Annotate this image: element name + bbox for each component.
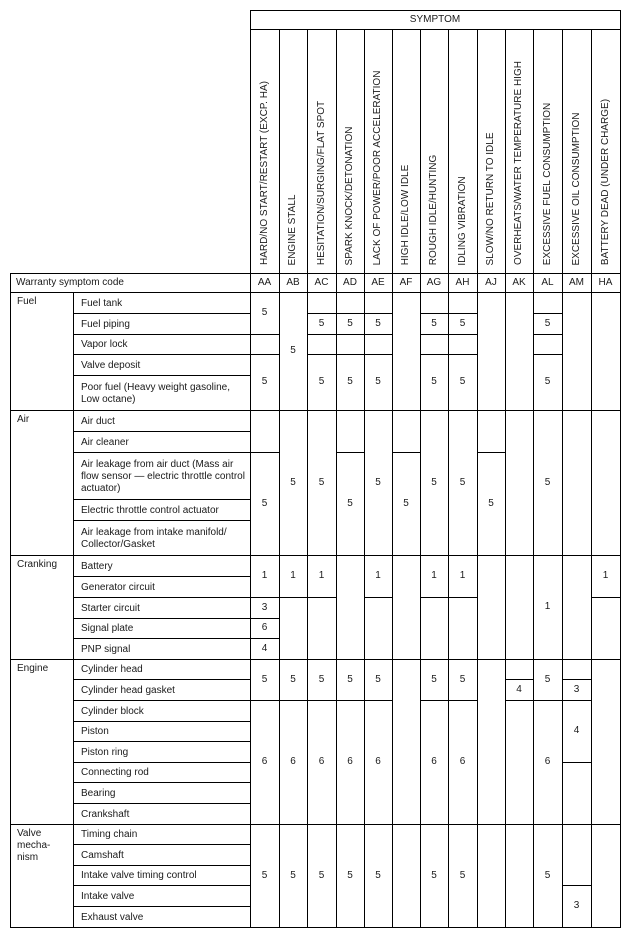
symptom-name: IDLING VIBRATION [456, 175, 468, 266]
priority-value: 5 [261, 498, 268, 509]
component-item: Battery [81, 560, 113, 572]
grid-line [250, 29, 621, 30]
priority-value: 5 [431, 477, 437, 488]
symptom-code: AC [314, 277, 329, 288]
priority-value: 5 [290, 674, 296, 685]
symptom-code: AA [257, 277, 272, 288]
priority-value: 5 [544, 870, 551, 881]
component-item: Starter circuit [81, 602, 140, 614]
grid-line [448, 700, 478, 701]
grid-line [73, 721, 251, 722]
grid-line [364, 597, 393, 598]
grid-line [73, 618, 251, 619]
priority-value: 5 [347, 870, 353, 881]
priority-value: 5 [544, 318, 551, 329]
grid-line [420, 555, 449, 556]
priority-value: 5 [290, 477, 296, 488]
priority-value: 5 [347, 376, 353, 387]
grid-line [73, 638, 251, 639]
grid-line [448, 555, 478, 556]
symptom-code: AK [512, 277, 526, 288]
grid-line [307, 824, 337, 825]
grid-line [73, 576, 251, 577]
grid-line [364, 700, 393, 701]
grid-line [307, 597, 337, 598]
grid-line [73, 520, 251, 521]
component-item: Intake valve timing control [81, 870, 197, 881]
grid-line [307, 410, 337, 411]
grid-line [336, 410, 365, 411]
grid-line [279, 410, 308, 411]
priority-value: 5 [459, 318, 466, 329]
symptom-name: OVERHEATS/WATER TEMPERATURE HIGH [513, 61, 524, 265]
priority-value: 5 [403, 498, 409, 509]
grid-line [73, 431, 251, 432]
priority-value: 5 [347, 498, 353, 509]
grid-line [448, 313, 478, 314]
priority-value: 5 [318, 318, 325, 329]
grid-line [420, 659, 449, 660]
grid-line [73, 597, 251, 598]
grid-line [307, 313, 337, 314]
grid-line [505, 679, 534, 680]
grid-line [250, 597, 280, 598]
grid-line [307, 700, 337, 701]
grid-line [420, 597, 449, 598]
component-item: Generator circuit [81, 581, 155, 593]
grid-line [336, 29, 337, 928]
grid-line [420, 700, 449, 701]
priority-value: 5 [544, 674, 551, 685]
grid-line [279, 292, 308, 293]
grid-line [364, 354, 393, 355]
grid-line [364, 334, 393, 335]
grid-line [10, 273, 621, 274]
grid-line [73, 499, 251, 500]
grid-line [250, 452, 280, 453]
component-item: Connecting rod [81, 767, 149, 778]
grid-line [73, 803, 251, 804]
grid-line [533, 555, 563, 556]
grid-line [10, 292, 621, 293]
grid-line [250, 410, 280, 411]
priority-value: 5 [375, 318, 381, 329]
component-item: Cylinder head [81, 664, 143, 675]
grid-line [562, 762, 592, 763]
priority-value: 6 [375, 756, 381, 767]
priority-value: 1 [290, 570, 296, 581]
symptom-name: SPARK KNOCK/DETONATION [344, 126, 355, 265]
component-item: Cylinder head gasket [81, 684, 175, 696]
priority-value: 6 [347, 756, 353, 767]
priority-value: 3 [573, 684, 580, 695]
grid-line [250, 354, 280, 355]
grid-line [250, 10, 621, 11]
component-item: Timing chain [81, 829, 138, 840]
grid-line [562, 29, 563, 928]
priority-value: 5 [290, 345, 296, 356]
grid-line [73, 313, 251, 314]
priority-value: 1 [602, 570, 609, 581]
grid-line [448, 927, 478, 928]
grid-line [250, 334, 280, 335]
grid-line [505, 700, 534, 701]
priority-value: 5 [347, 318, 353, 329]
component-item: Poor fuel (Heavy weight gasoline, Low octane) [81, 381, 230, 405]
priority-value: 5 [261, 674, 268, 685]
priority-value: 5 [290, 870, 296, 881]
grid-line [420, 334, 449, 335]
priority-value: 5 [261, 307, 268, 318]
symptom-name: ROUGH IDLE/HUNTING [428, 154, 439, 265]
priority-value: 5 [318, 870, 325, 881]
grid-line [336, 824, 365, 825]
priority-value: 5 [488, 498, 494, 509]
grid-line [420, 313, 449, 314]
grid-line [533, 354, 563, 355]
component-item: Air duct [81, 415, 115, 427]
category-name: Engine [17, 663, 49, 674]
component-item: Valve deposit [81, 359, 141, 371]
priority-value: 5 [375, 477, 381, 488]
grid-line [533, 700, 563, 701]
priority-value: 6 [318, 756, 325, 767]
grid-line [420, 410, 449, 411]
grid-line [448, 597, 478, 598]
priority-value: 6 [431, 756, 437, 767]
grid-line [73, 334, 251, 335]
priority-value: 5 [544, 376, 551, 387]
grid-line [392, 555, 421, 556]
priority-value: 5 [318, 477, 325, 488]
grid-line [250, 700, 280, 701]
grid-line [250, 927, 280, 928]
symptom-code: AD [343, 277, 357, 288]
priority-value: 6 [261, 622, 268, 633]
grid-line [73, 292, 74, 928]
symptom-code: AJ [485, 277, 497, 288]
grid-line [73, 700, 251, 701]
grid-line [307, 555, 337, 556]
symptom-code: AM [569, 277, 584, 288]
symptom-name: LACK OF POWER/POOR ACCELERATION [372, 70, 383, 265]
grid-line [477, 452, 506, 453]
grid-line [448, 334, 478, 335]
component-item: Intake valve [81, 890, 135, 902]
grid-line [620, 10, 621, 928]
grid-line [250, 618, 280, 619]
priority-value: 5 [375, 674, 381, 685]
grid-line [477, 29, 478, 928]
grid-line [279, 597, 308, 598]
grid-line [533, 410, 563, 411]
grid-line [364, 824, 393, 825]
symptom-code: AH [455, 277, 470, 288]
grid-line [73, 452, 251, 453]
grid-line [364, 927, 393, 928]
grid-line [73, 679, 251, 680]
symptom-code: AG [426, 277, 442, 288]
grid-line [364, 659, 393, 660]
grid-line [73, 762, 251, 763]
grid-line [591, 555, 621, 556]
grid-line [336, 452, 365, 453]
grid-line [336, 334, 365, 335]
priority-value: 6 [459, 756, 466, 767]
grid-line [591, 29, 592, 928]
grid-line [10, 273, 11, 928]
grid-line [73, 375, 251, 376]
grid-line [336, 659, 365, 660]
priority-value: 1 [459, 570, 466, 581]
grid-line [279, 927, 308, 928]
priority-value: 5 [459, 674, 466, 685]
component-item: Bearing [81, 787, 116, 799]
priority-value: 5 [544, 477, 551, 488]
priority-value: 5 [318, 376, 325, 387]
grid-line [505, 29, 506, 928]
grid-line [250, 659, 280, 660]
grid-line [336, 927, 365, 928]
component-item: Fuel tank [81, 297, 123, 309]
grid-line [250, 555, 280, 556]
priority-value: 5 [459, 376, 466, 387]
grid-line [477, 555, 506, 556]
grid-line [562, 927, 592, 928]
grid-line [73, 354, 251, 355]
priority-value: 5 [431, 870, 437, 881]
grid-line [420, 824, 449, 825]
grid-line [533, 334, 563, 335]
priority-value: 1 [261, 570, 268, 581]
symptom-code: HA [598, 277, 613, 288]
symptom-name: HARD/NO START/RESTART (EXCP. HA) [258, 81, 270, 265]
grid-line [420, 927, 449, 928]
symptom-name: EXCESSIVE OIL CONSUMPTION [570, 112, 582, 265]
component-item: PNP signal [81, 643, 131, 655]
category-name: Fuel [17, 296, 37, 307]
grid-line [448, 354, 478, 355]
symptom-name: BATTERY DEAD (UNDER CHARGE) [599, 98, 611, 266]
priority-value: 3 [261, 602, 268, 613]
symptom-header: SYMPTOM [409, 14, 461, 25]
component-item: Vapor lock [81, 339, 128, 350]
grid-line [73, 782, 251, 783]
grid-line [250, 824, 280, 825]
priority-value: 1 [375, 570, 381, 581]
priority-value: 5 [431, 674, 437, 685]
grid-line [562, 885, 592, 886]
grid-line [448, 659, 478, 660]
grid-line [250, 10, 251, 928]
grid-line [448, 410, 478, 411]
grid-line [279, 824, 308, 825]
component-item: Camshaft [81, 849, 124, 861]
symptom-code: AB [286, 277, 300, 288]
grid-line [73, 741, 251, 742]
priority-value: 1 [544, 601, 551, 612]
grid-line [307, 334, 337, 335]
symptom-code: AL [541, 277, 554, 288]
grid-line [250, 292, 280, 293]
priority-value: 5 [318, 674, 325, 685]
symptom-name: HESITATION/SURGING/FLAT SPOT [315, 100, 327, 266]
grid-line [73, 885, 251, 886]
component-item: Signal plate [81, 623, 134, 634]
priority-value: 6 [290, 756, 296, 767]
grid-line [336, 313, 365, 314]
grid-line [307, 659, 337, 660]
grid-line [562, 700, 592, 701]
component-item: Air leakage from intake manifold/ Collector/Gasket [81, 526, 227, 550]
grid-line [533, 313, 563, 314]
priority-value: 6 [544, 756, 551, 767]
grid-line [336, 354, 365, 355]
priority-value: 5 [375, 870, 381, 881]
component-item: Piston [81, 726, 109, 737]
priority-value: 3 [573, 900, 580, 911]
grid-line [533, 659, 563, 660]
component-item: Fuel piping [81, 318, 130, 330]
priority-value: 5 [459, 477, 466, 488]
priority-value: 5 [261, 376, 268, 387]
grid-line [279, 659, 308, 660]
component-item: Exhaust valve [81, 911, 144, 923]
priority-value: 5 [261, 870, 268, 881]
grid-line [562, 679, 592, 680]
component-item: Piston ring [81, 746, 129, 758]
grid-line [73, 844, 251, 845]
grid-line [591, 597, 621, 598]
priority-value: 5 [375, 376, 381, 387]
priority-value: 5 [347, 674, 353, 685]
grid-line [279, 555, 308, 556]
priority-value: 6 [261, 756, 268, 767]
category-name: Air [17, 414, 30, 425]
grid-line [364, 410, 393, 411]
grid-line [364, 313, 393, 314]
priority-value: 5 [431, 376, 437, 387]
symptom-name: EXCESSIVE FUEL CONSUMPTION [541, 102, 553, 266]
symptom-code: AF [399, 277, 413, 288]
grid-line [336, 555, 365, 556]
grid-line [307, 927, 337, 928]
component-item: Cylinder block [81, 705, 144, 717]
grid-line [533, 927, 563, 928]
grid-line [73, 906, 251, 907]
priority-value: 4 [516, 684, 522, 695]
grid-line [448, 824, 478, 825]
grid-line [307, 354, 337, 355]
grid-line [279, 700, 308, 701]
component-item: Air leakage from air duct (Mass air flow sensor — electric throttle control actuator) [81, 458, 245, 494]
component-item: Crankshaft [81, 808, 130, 820]
grid-line [250, 638, 280, 639]
priority-value: 5 [431, 318, 437, 329]
priority-value: 4 [573, 725, 580, 736]
category-name: Cranking [17, 559, 58, 570]
grid-line [392, 29, 393, 928]
priority-value: 5 [459, 870, 466, 881]
priority-value: 1 [318, 570, 325, 581]
component-item: Electric throttle control actuator [81, 504, 219, 516]
symptom-code: AE [371, 277, 385, 288]
grid-line [364, 555, 393, 556]
priority-value: 1 [431, 570, 437, 581]
component-item: Air cleaner [81, 436, 129, 448]
symptom-name: ENGINE STALL [287, 194, 298, 265]
grid-line [420, 354, 449, 355]
warranty-symptom-code-label: Warranty symptom code [16, 277, 124, 288]
category-name: Valve mecha-nism [17, 828, 51, 863]
grid-line [392, 452, 421, 453]
grid-line [336, 700, 365, 701]
symptom-name: SLOW/NO RETURN TO IDLE [485, 132, 496, 265]
priority-value: 4 [261, 643, 268, 654]
symptom-name: HIGH IDLE/LOW IDLE [400, 164, 411, 265]
grid-line [73, 865, 251, 866]
grid-line [533, 824, 563, 825]
